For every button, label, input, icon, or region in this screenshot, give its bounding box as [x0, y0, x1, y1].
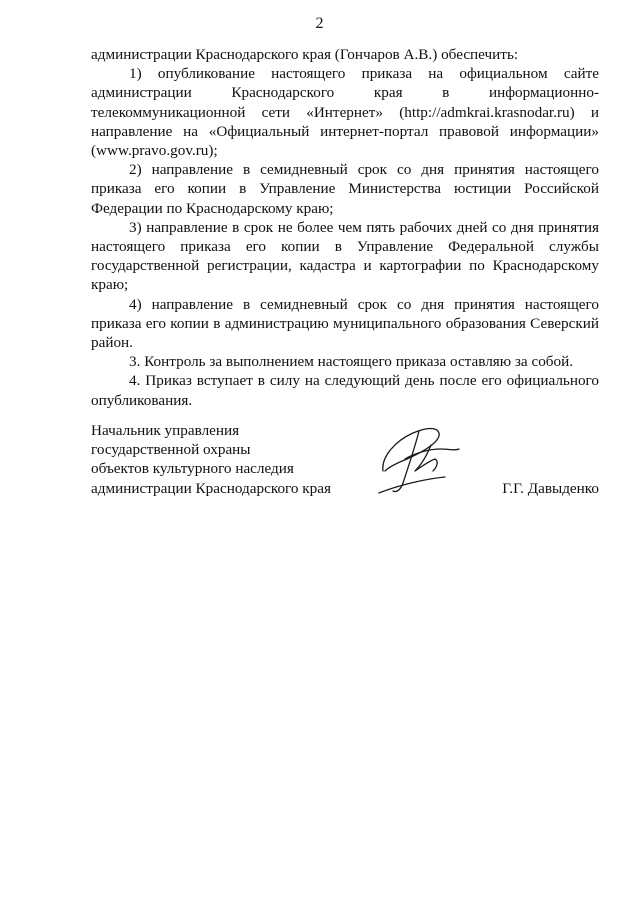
- paragraph-continuation: администрации Краснодарского края (Гончаров А.В.) обеспечить:: [91, 46, 519, 63]
- paragraph-item-1: 1) опубликование настоящего приказа на официальном сайте администрации Краснодарского края в информационно-телекоммуникационной сети «Интернет» (http://admkrai.krasnodar.ru) и направление на «Официальный интернет-портал правовой информации» (www.pravo.gov.ru);: [91, 65, 599, 160]
- paragraph-item-3: 3) направление в срок не более чем пять рабочих дней со дня принятия настоящего приказа его копии в Управление Федеральной службы государственной регистрации, кадастра и картографии по Краснодарскому краю;: [91, 218, 599, 294]
- document-body: [91, 45, 599, 410]
- signatory-name: Г.Г. Давыденко: [502, 479, 599, 497]
- paragraph-item-4: 4) направление в семидневный срок со дня принятия настоящего приказа его копии в администрацию муниципального образования Северский район.: [91, 295, 599, 352]
- signatory-position-line: Начальник управления: [91, 422, 240, 439]
- signatory-position: [91, 421, 371, 498]
- signatory-position-line: государственной охраны: [91, 441, 251, 459]
- paragraph-clause-4: 4. Приказ вступает в силу на следующий день после его официального опубликования.: [91, 372, 599, 409]
- page-number: 2: [315, 15, 324, 32]
- signature-block: [91, 421, 599, 501]
- paragraph-clause-3: 3. Контроль за выполнением настоящего приказа оставляю за собой.: [129, 353, 574, 371]
- handwritten-signature: [375, 413, 465, 499]
- signatory-position-line: объектов культурного наследия: [91, 460, 294, 478]
- signatory-position-line: администрации Краснодарского края: [91, 479, 331, 497]
- paragraph-item-2: 2) направление в семидневный срок со дня принятия настоящего приказа его копии в Управление Министерства юстиции Российской Федерации по Краснодарскому краю;: [91, 161, 599, 217]
